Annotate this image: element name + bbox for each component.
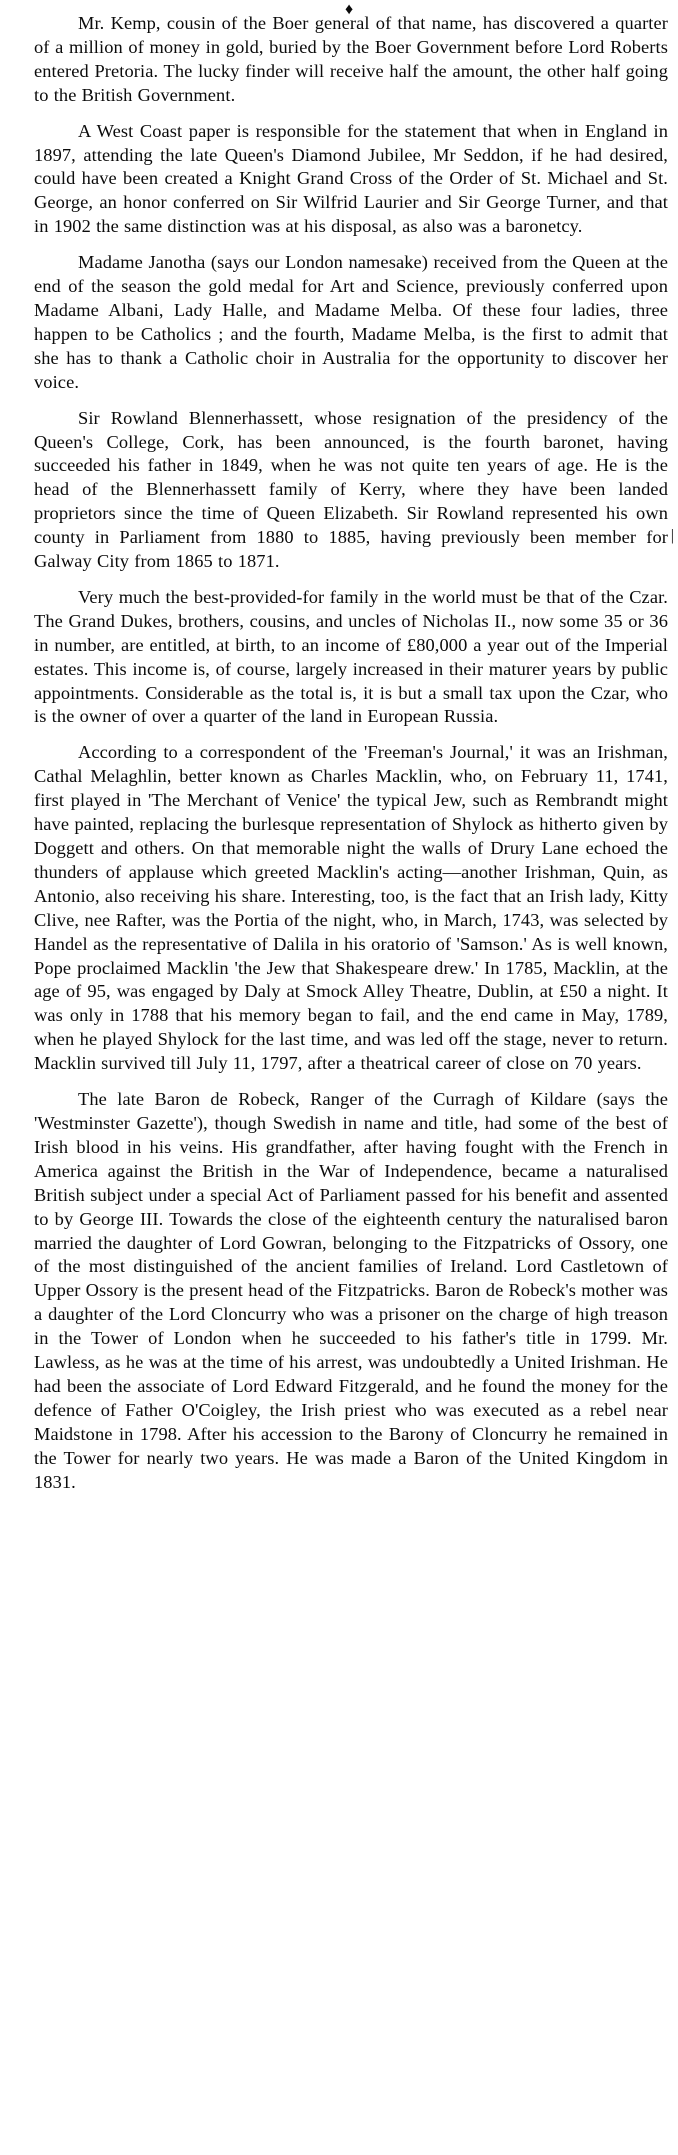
paragraph-czar-family: Very much the best-provided-for family in the world must be that of the Czar. The Grand Dukes, brothers, cousins, and uncles of Nicholas II., now some 35 or 36 in number, are entitled, at birth, to an income of £80,000 a year out of the Imperial estates. This income is, of course, largely increased in their maturer years by public appointments. Considerable as the total is, it is but a small tax upon the Czar, who is the owner of over a quarter of the land in European Russia. [34,586,668,727]
paragraph-kemp-boer-gold: Mr. Kemp, cousin of the Boer general of that name, has discovered a quarter of a million of money in gold, buried by the Boer Government before Lord Roberts entered Pretoria. The lucky finder will receive half the amount, the other half going to the British Government. [34,13,668,105]
paragraph-janotha-medal: Madame Janotha (says our London namesake) received from the Queen at the end of the season the gold medal for Art and Science, previously conferred upon Madame Albani, Lady Halle, and Madame Melba. Of these four ladies, three happen to be Catholics ; and the fourth, Madame Melba, is the first to admit that she has to thank a Catholic choir in Australia for the opportunity to discover her voice. [34,252,668,392]
paragraph-baron-de-robeck: The late Baron de Robeck, Ranger of the Curragh of Kildare (says the 'Westminster Gazette'), though Swedish in name and title, had some of the best of Irish blood in his veins. His grandfather, after having fought with the French in America against the British in the War of Independence, became a naturalised British subject under a special Act of Parliament passed for his benefit and assented to by George III. Towards the close of the eighteenth century the naturalised baron married the daughter of Lord Gowran, belonging to the Fitzpatricks of Ossory, one of the most distinguished of the ancient families of Ireland. Lord Castletown of Upper Ossory is the present head of the Fitzpatricks. Baron de Robeck's mother was a daughter of the Lord Cloncurry who was a prisoner on the charge of high treason in the Tower of London when he succeeded to his father's title in 1799. Mr. Lawless, as he was at the time of his arrest, was undoubtedly a United Irishman. He had been the associate of Lord Edward Fitzgerald, and he found the money for the defence of Father O'Coigley, the Irish priest who was executed as a rebel near Maidstone in 1798. After his accession to the Barony of Cloncurry he remained in the Tower for nearly two years. He was made a Baron of the United Kingdom in 1831. [34,1089,668,1492]
paragraph-seddon-knighthood: A West Coast paper is responsible for the statement that when in England in 1897, attending the late Queen's Diamond Jubilee, Mr Seddon, if he had desired, could have been created a Knight Grand Cross of the Order of St. Michael and St. George, an honor conferred on Sir Wilfrid Laurier and Sir George Turner, and that in 1902 the same distinction was at his disposal, as also was a baronetcy. [34,120,668,237]
paragraph-macklin-shylock: According to a correspondent of the 'Freeman's Journal,' it was an Irishman, Cathal Melaghlin, better known as Charles Macklin, who, on February 11, 1741, first played in 'The Merchant of Venice' the typical Jew, such as Rembrandt might have painted, replacing the burlesque representation of Shylock as hitherto given by Doggett and others. On that memorable night the walls of Drury Lane echoed the thunders of applause which greeted Macklin's acting—another Irishman, Quin, as Antonio, also receiving his share. Interesting, too, is the fact that an Irish lady, Kitty Clive, nee Rafter, was the Portia of the night, who, in March, 1743, was selected by Handel as the representative of Dalila in his oratorio of 'Samson.' As is well known, Pope proclaimed Macklin 'the Jew that Shakespeare drew.' In 1785, Macklin, at the age of 95, was engaged by Daly at Smock Alley Theatre, Dublin, at £50 a night. It was only in 1788 that his memory began to fail, and the end came in May, 1789, when he played Shylock for the last time, and was led off the stage, never to return. Macklin survived till July 11, 1797, after a theatrical career of close on 70 years. [34,742,668,1074]
margin-rule-mark: | [670,527,674,544]
paragraph-blennerhassett: Sir Rowland Blennerhassett, whose resignation of the presidency of the Queen's College, Cork, has been announced, is the fourth baronet, having succeeded his father in 1849, when he was not quite ten years of age. He is the head of the Blennerhassett family of Kerry, where they have been landed proprietors since the time of Queen Elizabeth. Sir Rowland represented his own county in Parliament from 1880 to 1885, having previously been member for Galway City from 1865 to 1871. [34,407,668,572]
top-ornament-mark: ♦ [345,1,354,18]
